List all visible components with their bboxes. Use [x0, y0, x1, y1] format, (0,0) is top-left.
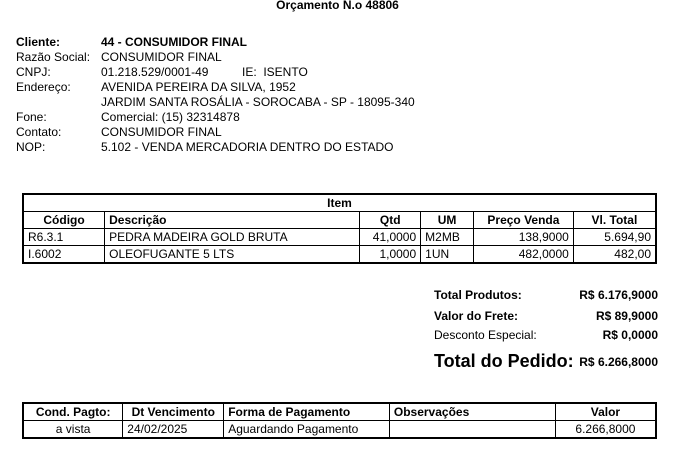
cell-observacoes [389, 421, 555, 439]
cliente-label: Cliente: [16, 35, 61, 49]
table-row [23, 246, 656, 264]
ie-field [242, 65, 308, 80]
total-produtos-label: Total Produtos: [434, 288, 522, 302]
totals-block [434, 288, 658, 375]
cell-um: 1UN [421, 246, 474, 264]
cell-preco: 482,0000 [474, 246, 574, 264]
contato-label: Contato: [16, 125, 62, 139]
frete-label: Valor do Frete: [434, 309, 519, 323]
total-pedido-value: R$ 6.266,8000 [579, 355, 658, 369]
endereco-row [16, 80, 616, 95]
cell-qtd: 1,0000 [360, 246, 421, 264]
cell-um: M2MB [421, 229, 474, 246]
cell-forma-pagamento: Aguardando Pagamento [224, 421, 390, 439]
items-table [22, 193, 657, 264]
col-header-preco: Preço Venda [474, 212, 574, 229]
contato-value: CONSUMIDOR FINAL [101, 125, 222, 139]
cell-total: 482,00 [573, 246, 656, 264]
desconto-value: R$ 0,0000 [602, 328, 658, 342]
table-row [23, 229, 656, 246]
table-row [23, 421, 656, 439]
frete-row [434, 309, 658, 329]
col-header-codigo: Código [23, 212, 105, 229]
endereco-line1: AVENIDA PEREIRA DA SILVA, 1952 [101, 80, 296, 94]
cnpj-value: 01.218.529/0001-49 [101, 65, 209, 79]
nop-value: 5.102 - VENDA MERCADORIA DENTRO DO ESTADO [101, 140, 394, 154]
total-produtos-value: R$ 6.176,9000 [579, 288, 658, 302]
cell-descricao: PEDRA MADEIRA GOLD BRUTA [105, 229, 360, 246]
cell-vencimento: 24/02/2025 [123, 421, 224, 439]
col-header-forma-pagamento: Forma de Pagamento [224, 403, 390, 421]
cell-valor: 6.266,8000 [555, 421, 656, 439]
nop-label: NOP: [16, 140, 46, 154]
payment-header-row [23, 403, 656, 421]
razao-label: Razão Social: [16, 50, 91, 64]
cell-codigo: R6.3.1 [23, 229, 105, 246]
col-header-vencimento: Dt Vencimento [123, 403, 224, 421]
razao-row [16, 50, 616, 65]
items-group-header: Item [23, 194, 656, 212]
col-header-descricao: Descrição [105, 212, 360, 229]
cell-qtd: 41,0000 [360, 229, 421, 246]
col-header-valor: Valor [555, 403, 656, 421]
cell-descricao: OLEOFUGANTE 5 LTS [105, 246, 360, 264]
total-pedido-label: Total do Pedido: [434, 351, 574, 371]
ie-label: IE: [242, 65, 257, 79]
col-header-um: UM [421, 212, 474, 229]
fone-label: Fone: [16, 110, 47, 124]
customer-info [16, 35, 616, 155]
cnpj-row [16, 65, 616, 80]
desconto-row [434, 328, 658, 348]
document-title: Orçamento N.o 48806 [276, 0, 399, 12]
items-header-row [23, 212, 656, 229]
desconto-label: Desconto Especial: [434, 328, 537, 342]
razao-value: CONSUMIDOR FINAL [101, 50, 222, 64]
col-header-qtd: Qtd [360, 212, 421, 229]
payment-table [22, 402, 657, 439]
cell-preco: 138,9000 [474, 229, 574, 246]
col-header-observacoes: Observações [389, 403, 555, 421]
frete-value: R$ 89,9000 [595, 309, 658, 323]
cliente-value: 44 - CONSUMIDOR FINAL [101, 35, 248, 49]
col-header-total: Vl. Total [573, 212, 656, 229]
endereco-row-2 [16, 95, 616, 110]
cell-codigo: I.6002 [23, 246, 105, 264]
endereco-line2: JARDIM SANTA ROSÁLIA - SOROCABA - SP - 18095-340 [101, 95, 415, 109]
fone-value: Comercial: (15) 32314878 [101, 110, 240, 124]
nop-row [16, 140, 616, 155]
contato-row [16, 125, 616, 140]
total-pedido-row [434, 351, 658, 375]
col-header-cond-pagto: Cond. Pagto: [23, 403, 123, 421]
total-produtos-row [434, 288, 658, 308]
cell-cond-pagto: a vista [23, 421, 123, 439]
cliente-row [16, 35, 616, 50]
endereco-label: Endereço: [16, 80, 71, 94]
fone-row [16, 110, 616, 125]
items-group-header-row [23, 194, 656, 212]
ie-value: ISENTO [263, 65, 308, 79]
cnpj-label: CNPJ: [16, 65, 51, 79]
cell-total: 5.694,90 [573, 229, 656, 246]
